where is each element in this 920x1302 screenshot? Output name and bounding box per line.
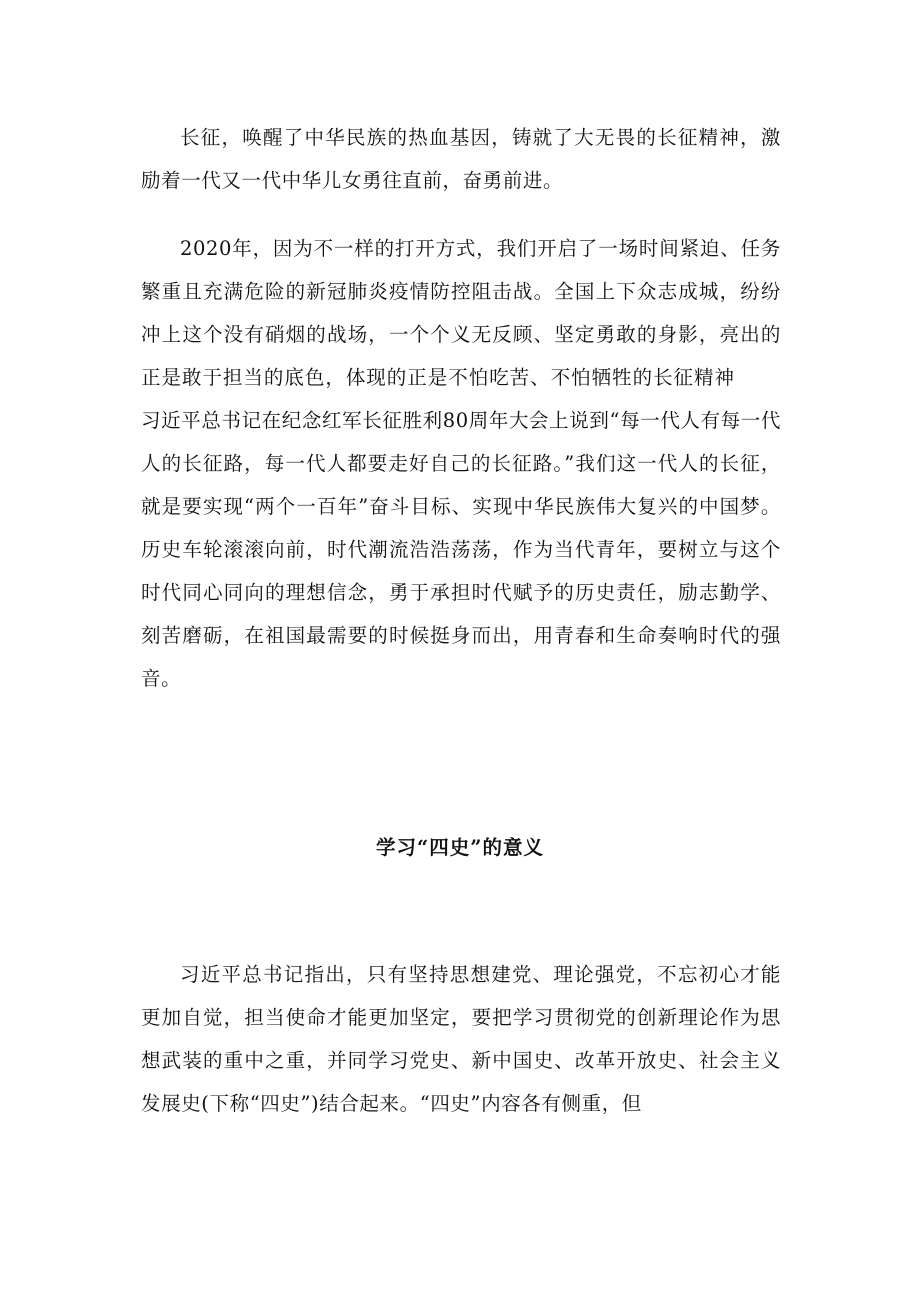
paragraph-four-histories: 习近平总书记指出，只有坚持思想建党、理论强党，不忘初心才能更加自觉，担当使命才能更加坚定，要把学习贯彻党的创新理论作为思想武装的重中之重，并同学习党史、新中国史、改革开放史、社会主义发展史(下称“四史”)结合起来。“四史”内容各有侧重，但 bbox=[141, 963, 781, 1115]
section-heading: 学习“四史”的意义 bbox=[376, 836, 544, 859]
paragraph-xi-speech-text: 习近平总书记在纪念红军长征胜利80周年大会上说到“每一代人有每一代人的长征路，每一代人都要走好自己的长征路。”我们这一代人的长征，就是要实现“两个一百年”奋斗目标、实现中华民族伟大复兴的中国梦。历史车轮滚滚向前，时代潮流浩浩荡荡，作为当代青年，要树立与这个时代同心同向的理想信念，勇于承担时代赋予的历史责任，励志勤学、刻苦磨砺，在祖国最需要的时候挺身而出，用青春和生命奏响时代的强音。 bbox=[141, 409, 781, 690]
paragraph-epidemic-fight bbox=[141, 227, 781, 700]
paragraph-epidemic-text: 2020年，因为不一样的打开方式，我们开启了一场时间紧迫、任务繁重且充满危险的新冠肺炎疫情防控阻击战。全国上下众志成城，纷纷冲上这个没有硝烟的战场，一个个义无反顾、坚定勇敢的身影，亮出的正是敢于担当的底色，体现的正是不怕吃苦、不怕牺牲的长征精神 bbox=[141, 237, 781, 389]
paragraph-long-march: 长征，唤醒了中华民族的热血基因，铸就了大无畏的长征精神，激励着一代又一代中华儿女勇往直前，奋勇前进。 bbox=[141, 126, 781, 192]
